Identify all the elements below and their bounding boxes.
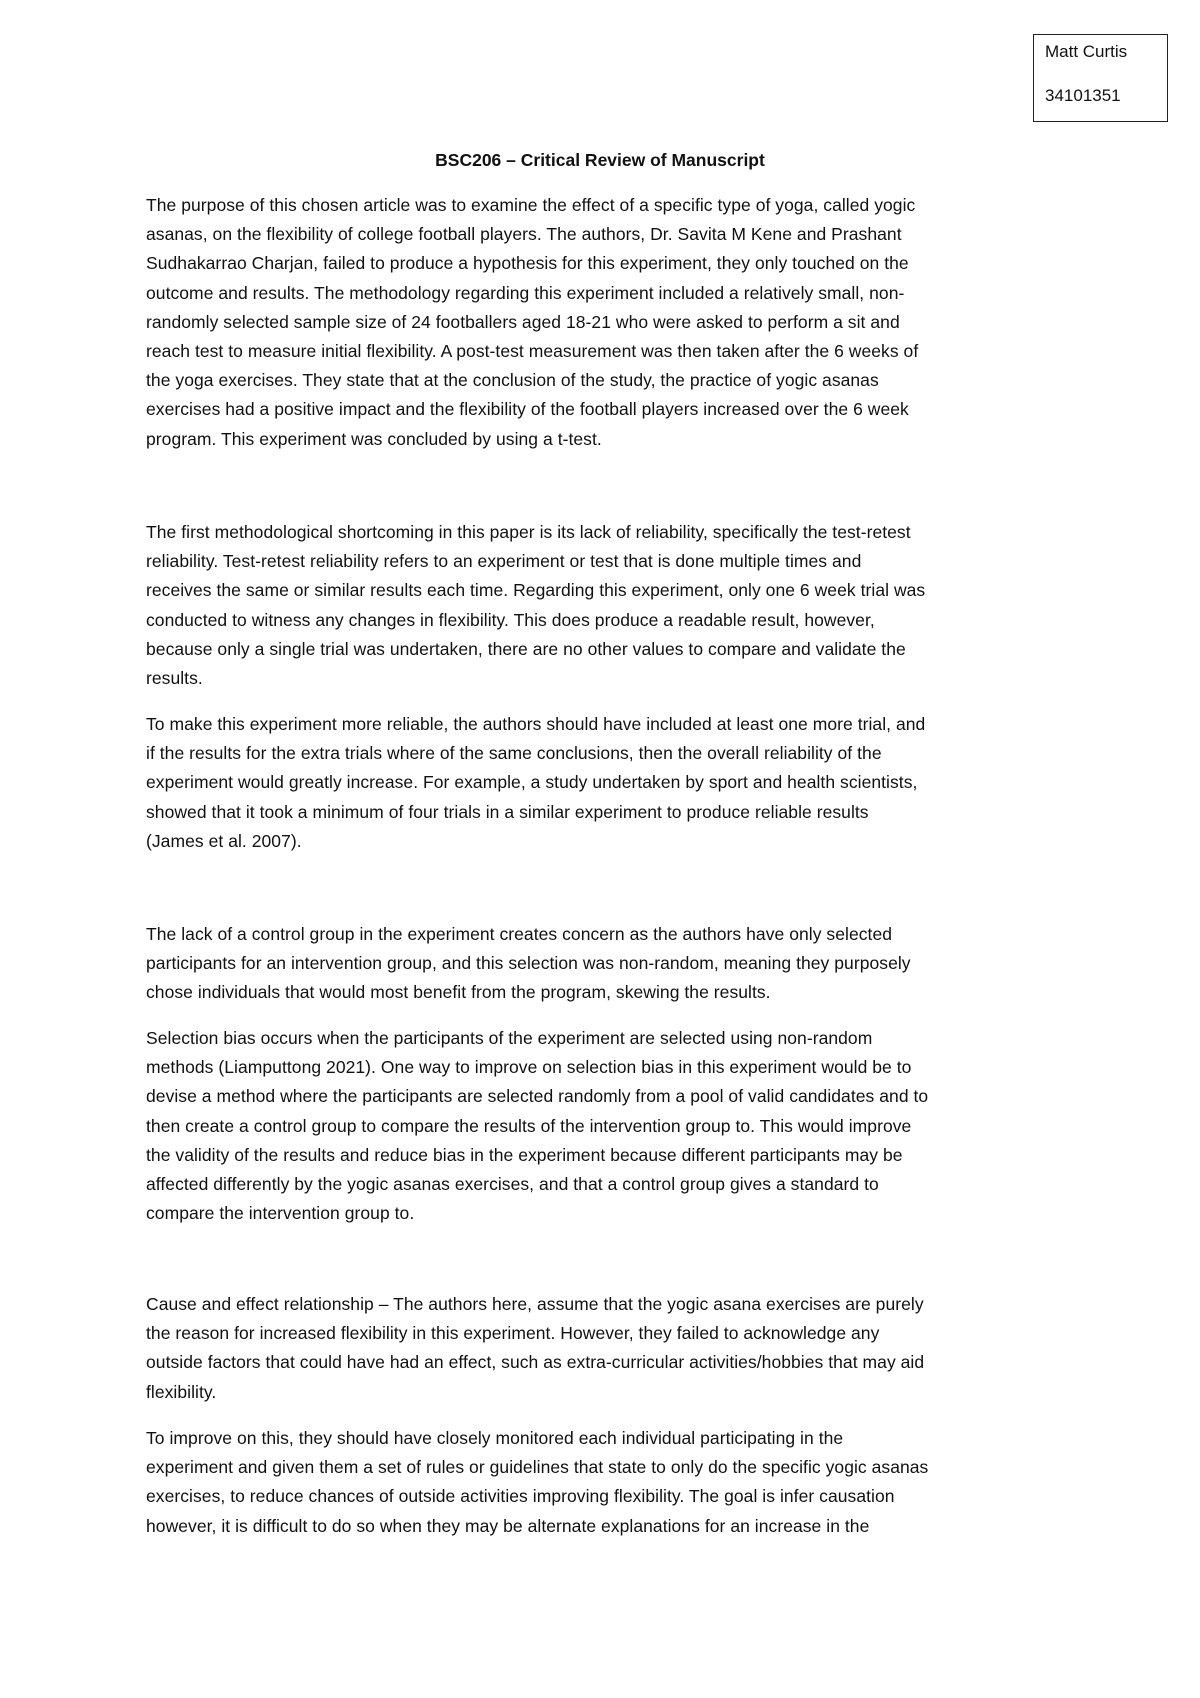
- text-line: Selection bias occurs when the participants of the experiment are selected using non-random: [146, 1028, 873, 1048]
- text-line: program. This experiment was concluded by using a t-test.: [146, 428, 602, 449]
- text-line: randomly selected sample size of 24 footballers aged 18-21 who were asked to perform a sit and: [146, 311, 900, 332]
- text-line: To make this experiment more reliable, the authors should have included at least one more trial, and: [146, 714, 926, 734]
- paragraph-cause-effect-improvement: [146, 1424, 1070, 1541]
- text-line: however, it is difficult to do so when they may be alternate explanations for an increase in the: [146, 1515, 870, 1536]
- text-line: then create a control group to compare the results of the intervention group to. This would improve: [146, 1115, 912, 1136]
- text-line: The purpose of this chosen article was to examine the effect of a specific type of yoga, called yogic: [146, 195, 916, 215]
- text-line: To improve on this, they should have closely monitored each individual participating in the: [146, 1428, 844, 1448]
- text-line: if the results for the extra trials where of the same conclusions, then the overall reliability of the: [146, 743, 882, 764]
- text-line: the reason for increased flexibility in this experiment. However, they failed to acknowledge any: [146, 1323, 880, 1344]
- text-line: experiment would greatly increase. For example, a study undertaken by sport and health scientists,: [146, 772, 918, 793]
- author-name: Matt Curtis: [1045, 42, 1128, 61]
- text-line: devise a method where the participants are selected randomly from a pool of valid candidates and to: [146, 1086, 929, 1107]
- text-line: (James et al. 2007).: [146, 830, 302, 851]
- paragraph-selection-bias: [146, 1024, 1070, 1228]
- text-line: exercises had a positive impact and the flexibility of the football players increased over the 6 week: [146, 399, 909, 420]
- text-line: participants for an intervention group, and this selection was non-random, meaning they purposely: [146, 953, 911, 974]
- text-line: conducted to witness any changes in flexibility. This does produce a readable result, however,: [146, 609, 875, 630]
- text-line: asanas, on the flexibility of college football players. The authors, Dr. Savita M Kene and Prashant: [146, 224, 902, 245]
- text-line: the validity of the results and reduce bias in the experiment because different participants may be: [146, 1144, 903, 1165]
- text-line: The lack of a control group in the experiment creates concern as the authors have only selected: [146, 924, 893, 944]
- text-line: Cause and effect relationship – The authors here, assume that the yogic asana exercises are purely: [146, 1294, 924, 1314]
- student-id: 34101351: [1045, 86, 1121, 105]
- text-line: reliability. Test-retest reliability refers to an experiment or test that is done multiple times and: [146, 551, 862, 572]
- text-line: affected differently by the yogic asanas exercises, and that a control group gives a standard to: [146, 1174, 879, 1195]
- text-line: compare the intervention group to.: [146, 1203, 415, 1224]
- text-line: because only a single trial was undertaken, there are no other values to compare and validate the: [146, 638, 906, 659]
- text-line: methods (Liamputtong 2021). One way to improve on selection bias in this experiment would be to: [146, 1057, 912, 1078]
- text-line: reach test to measure initial flexibility. A post-test measurement was then taken after the 6 weeks of: [146, 341, 919, 362]
- paragraph-cause-effect: [146, 1290, 1070, 1407]
- text-line: experiment and given them a set of rules or guidelines that state to only do the specific yogic asanas: [146, 1457, 929, 1478]
- text-line: showed that it took a minimum of four trials in a similar experiment to produce reliable results: [146, 801, 869, 822]
- text-line: results.: [146, 668, 203, 689]
- text-line: receives the same or similar results each time. Regarding this experiment, only one 6 week trial was: [146, 580, 926, 601]
- text-line: Sudhakarrao Charjan, failed to produce a hypothesis for this experiment, they only touched on the: [146, 253, 909, 274]
- document-title: BSC206 – Critical Review of Manuscript: [435, 150, 765, 170]
- paragraph-reliability-improvement: [146, 710, 1070, 856]
- text-line: the yoga exercises. They state that at the conclusion of the study, the practice of yogic asanas: [146, 370, 879, 391]
- text-line: The first methodological shortcoming in this paper is its lack of reliability, specifically the test-retest: [146, 522, 911, 542]
- paragraph-reliability: [146, 518, 1070, 693]
- text-line: outcome and results. The methodology regarding this experiment included a relatively small, non-: [146, 282, 905, 303]
- text-line: exercises, to reduce chances of outside activities improving flexibility. The goal is infer causation: [146, 1486, 895, 1507]
- text-line: flexibility.: [146, 1381, 217, 1402]
- paragraph-summary: [146, 191, 1070, 454]
- author-info-box: [1033, 34, 1168, 122]
- text-line: outside factors that could have had an effect, such as extra-curricular activities/hobbies that may aid: [146, 1352, 925, 1373]
- paragraph-control-group: [146, 920, 1070, 1008]
- text-line: chose individuals that would most benefit from the program, skewing the results.: [146, 982, 771, 1003]
